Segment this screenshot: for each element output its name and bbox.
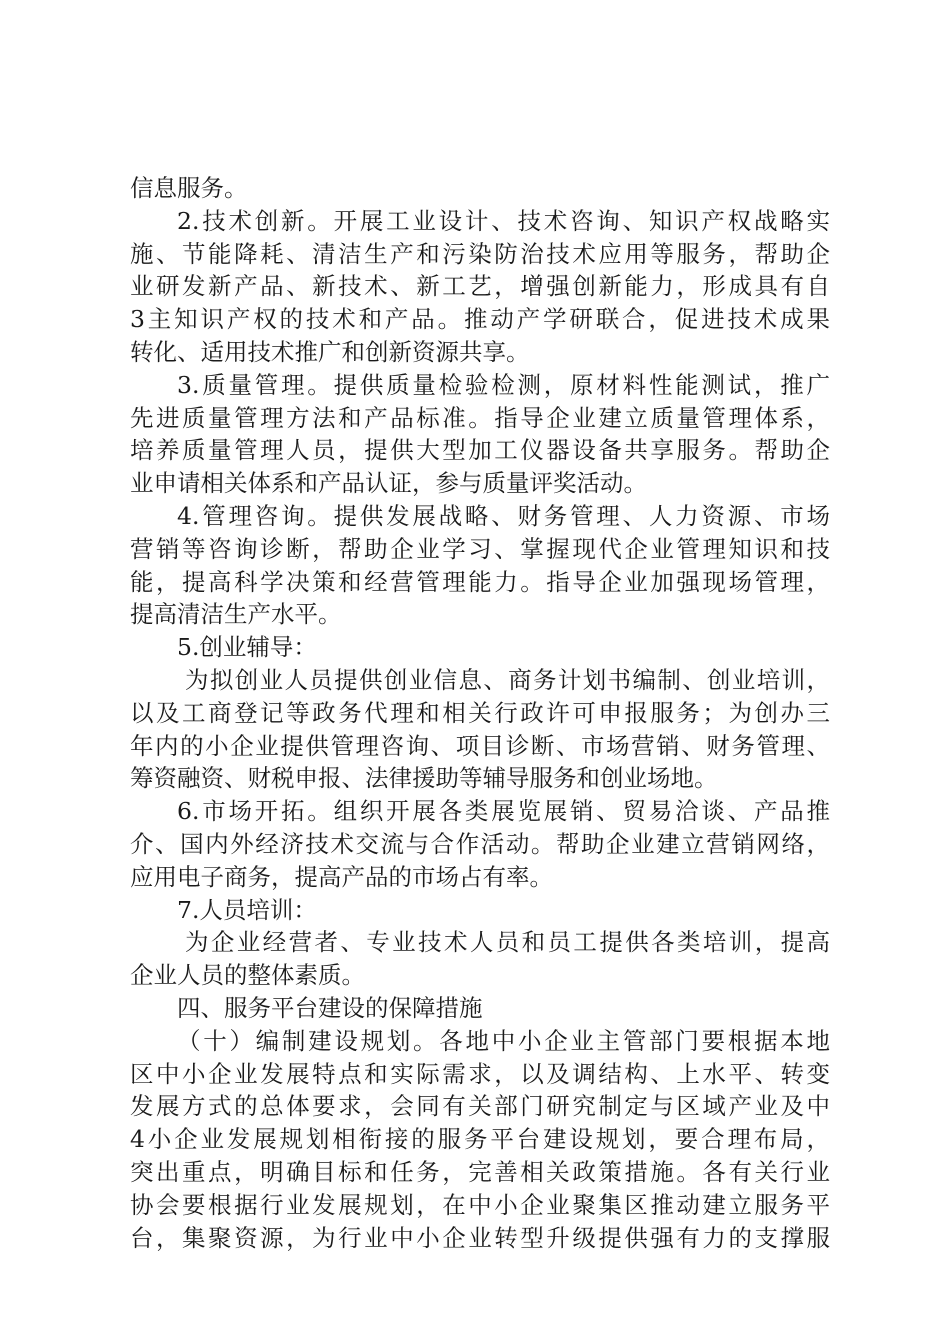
text-line: 筹资融资、财税申报、法律援助等辅导服务和创业场地。 xyxy=(130,764,718,793)
text-line: 发展方式的总体要求，会同有关部门研究制定与区域产业及中 xyxy=(130,1092,830,1121)
text-line: 为企业经营者、专业技术人员和员工提供各类培训，提高 xyxy=(185,928,830,957)
text-line: 为拟创业人员提供创业信息、商务计划书编制、创业培训， xyxy=(185,665,830,694)
text-line: （十）编制建设规划。各地中小企业主管部门要根据本地 xyxy=(177,1026,830,1055)
text-line: 台，集聚资源，为行业中小企业转型升级提供强有力的支撑服 xyxy=(130,1223,830,1252)
text-line: 7.人员培训： xyxy=(177,895,317,924)
text-line: 区中小企业发展特点和实际需求，以及调结构、上水平、转变 xyxy=(130,1059,830,1088)
text-line: 3主知识产权的技术和产品。推动产学研联合，促进技术成果 xyxy=(130,305,830,334)
text-line: 施、节能降耗、清洁生产和污染防治技术应用等服务，帮助企 xyxy=(130,239,830,268)
text-line: 协会要根据行业发展规划，在中小企业聚集区推动建立服务平 xyxy=(130,1190,830,1219)
text-line: 信息服务。 xyxy=(130,174,248,202)
text-line: 3.质量管理。提供质量检验检测，原材料性能测试，推广 xyxy=(177,370,830,399)
text-line: 5.创业辅导： xyxy=(177,633,317,662)
text-line: 企业人员的整体素质。 xyxy=(130,961,365,990)
text-line: 提高清洁生产水平。 xyxy=(130,600,342,629)
text-line: 应用电子商务，提高产品的市场占有率。 xyxy=(130,862,553,891)
text-line: 营销等咨询诊断，帮助企业学习、掌握现代企业管理知识和技 xyxy=(130,534,830,563)
text-line: 以及工商登记等政务代理和相关行政许可申报服务；为创办三 xyxy=(130,698,830,727)
text-line: 能，提高科学决策和经营管理能力。指导企业加强现场管理， xyxy=(130,567,830,596)
text-line: 介、国内外经济技术交流与合作活动。帮助企业建立营销网络， xyxy=(130,829,830,858)
text-line: 2.技术创新。开展工业设计、技术咨询、知识产权战略实 xyxy=(177,206,830,235)
text-line: 四、服务平台建设的保障措施 xyxy=(177,993,483,1022)
document-body xyxy=(130,172,830,1254)
text-line: 先进质量管理方法和产品标准。指导企业建立质量管理体系， xyxy=(130,403,830,432)
text-line: 4.管理咨询。提供发展战略、财务管理、人力资源、市场 xyxy=(177,501,830,530)
text-line: 突出重点，明确目标和任务，完善相关政策措施。各有关行业 xyxy=(130,1157,830,1186)
text-line: 6.市场开拓。组织开展各类展览展销、贸易洽谈、产品推 xyxy=(177,797,830,826)
text-line: 年内的小企业提供管理咨询、项目诊断、市场营销、财务管理、 xyxy=(130,731,830,760)
text-line: 4小企业发展规划相衔接的服务平台建设规划，要合理布局， xyxy=(130,1125,830,1154)
text-line: 转化、适用技术推广和创新资源共享。 xyxy=(130,337,530,366)
text-line: 培养质量管理人员，提供大型加工仪器设备共享服务。帮助企 xyxy=(130,436,830,465)
text-line: 业申请相关体系和产品认证，参与质量评奖活动。 xyxy=(130,469,647,498)
text-line: 业研发新产品、新技术、新工艺，增强创新能力，形成具有自 xyxy=(130,272,830,301)
